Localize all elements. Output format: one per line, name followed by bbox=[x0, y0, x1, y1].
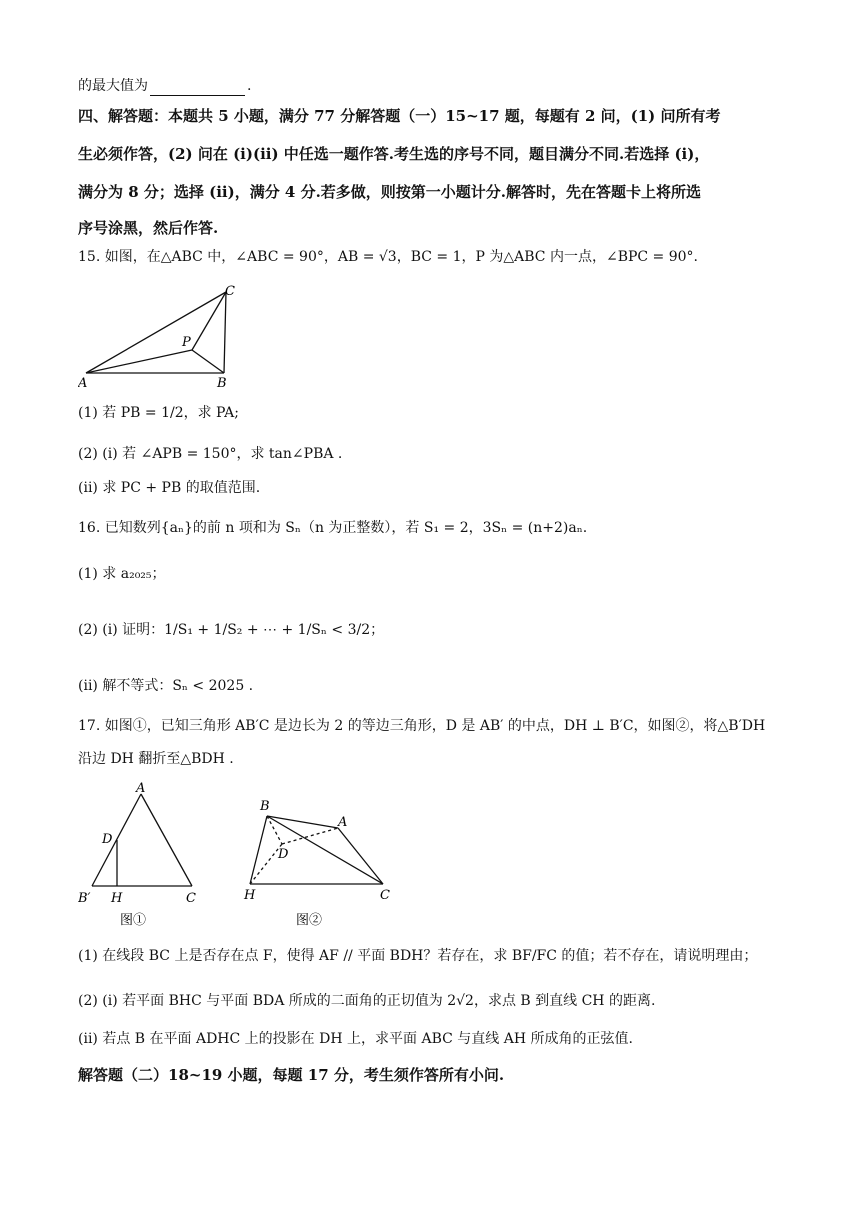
fig1-label-h: H bbox=[111, 891, 123, 906]
question-15-part-1: (1) 若 PB = 1/2，求 PA; bbox=[78, 405, 240, 421]
fig1-label-c: C bbox=[186, 891, 196, 906]
segment-pb bbox=[192, 350, 224, 373]
answer-blank bbox=[150, 81, 245, 96]
fig1-label-d: D bbox=[102, 832, 113, 847]
label-c: C bbox=[225, 284, 235, 299]
section-intro-line-1: 四、解答题：本题共 5 小题，满分 77 分解答题（一）15~17 题，每题有 2 问，(1) 问所有考 bbox=[78, 107, 721, 125]
fig2-label-b: B bbox=[260, 799, 270, 814]
segment-pc bbox=[192, 292, 226, 350]
question-15-part-2i: (2) (i) 若 ∠APB = 150°，求 tan∠PBA . bbox=[78, 446, 343, 462]
question-17-part-2ii: (ii) 若点 B 在平面 ADHC 上的投影在 DH 上，求平面 ABC 与直线 AH 所成角的正弦值. bbox=[78, 1031, 633, 1047]
segment-ac bbox=[86, 292, 226, 373]
prev-question-tail bbox=[78, 76, 251, 96]
question-17-part-2i: (2) (i) 若平面 BHC 与平面 BDA 所成的二面角的正切值为 2√2，求点 B 到直线 CH 的距离. bbox=[78, 993, 656, 1009]
segment-a-c bbox=[141, 794, 192, 886]
label-b: B bbox=[217, 376, 227, 391]
section-intro-line-3: 满分为 8 分；选择 (ii)，满分 4 分.若多做，则按第一小题计分.解答时，先在答题卡上将所选 bbox=[78, 183, 702, 201]
figure-2 bbox=[240, 796, 400, 930]
tail-text: 的最大值为 bbox=[78, 78, 148, 94]
question-16-part-1: (1) 求 a₂₀₂₅； bbox=[78, 566, 166, 582]
question-16-stem: 16. 已知数列{aₙ}的前 n 项和为 Sₙ（n 为正整数），若 S₁ = 2，3Sₙ = (n+2)aₙ. bbox=[78, 520, 588, 536]
figure-1 bbox=[78, 780, 208, 930]
fig2-label-c: C bbox=[380, 888, 390, 903]
segment-bc bbox=[224, 292, 226, 373]
fig2-label-d: D bbox=[278, 847, 289, 862]
section-intro-line-2: 生必须作答，(2) 问在 (i)(ii) 中任选一题作答.考生选的序号不同，题目满分不同.若选择 (i)， bbox=[78, 145, 710, 163]
question-17-stem-1: 17. 如图①，已知三角形 AB′C 是边长为 2 的等边三角形，D 是 AB′ 的中点，DH ⊥ B′C，如图②，将△B′DH bbox=[78, 718, 766, 734]
fig1-caption: 图① bbox=[120, 913, 147, 928]
segment-ac bbox=[338, 828, 383, 884]
label-a: A bbox=[78, 376, 88, 391]
question-16-part-2ii: (ii) 解不等式：Sₙ < 2025 . bbox=[78, 678, 254, 694]
question-17-stem-2: 沿边 DH 翻折至△BDH . bbox=[78, 751, 234, 767]
segment-ap bbox=[86, 350, 192, 373]
fig2-label-a: A bbox=[338, 815, 348, 830]
fig2-caption: 图② bbox=[296, 913, 323, 928]
fig1-label-bprime: B′ bbox=[78, 891, 91, 906]
question-16-part-2i: (2) (i) 证明：1/S₁ + 1/S₂ + ⋯ + 1/Sₙ < 3/2； bbox=[78, 622, 385, 638]
tail-end: . bbox=[247, 78, 252, 94]
figure-q15 bbox=[78, 280, 248, 392]
fig2-label-h: H bbox=[244, 888, 256, 903]
section-intro-line-4: 序号涂黑，然后作答. bbox=[78, 219, 219, 237]
question-15-part-2ii: (ii) 求 PC + PB 的取值范围. bbox=[78, 480, 261, 496]
question-17-part-1: (1) 在线段 BC 上是否存在点 F，使得 AF // 平面 BDH？若存在，求 BF/FC 的值；若不存在，请说明理由； bbox=[78, 948, 758, 964]
question-15-stem: 15. 如图，在△ABC 中，∠ABC = 90°，AB = √3，BC = 1，P 为△ABC 内一点，∠BPC = 90°. bbox=[78, 249, 699, 265]
label-p: P bbox=[182, 335, 191, 350]
section-two-heading: 解答题（二）18~19 小题，每题 17 分，考生须作答所有小问. bbox=[78, 1066, 505, 1084]
fig1-label-a: A bbox=[136, 781, 146, 796]
